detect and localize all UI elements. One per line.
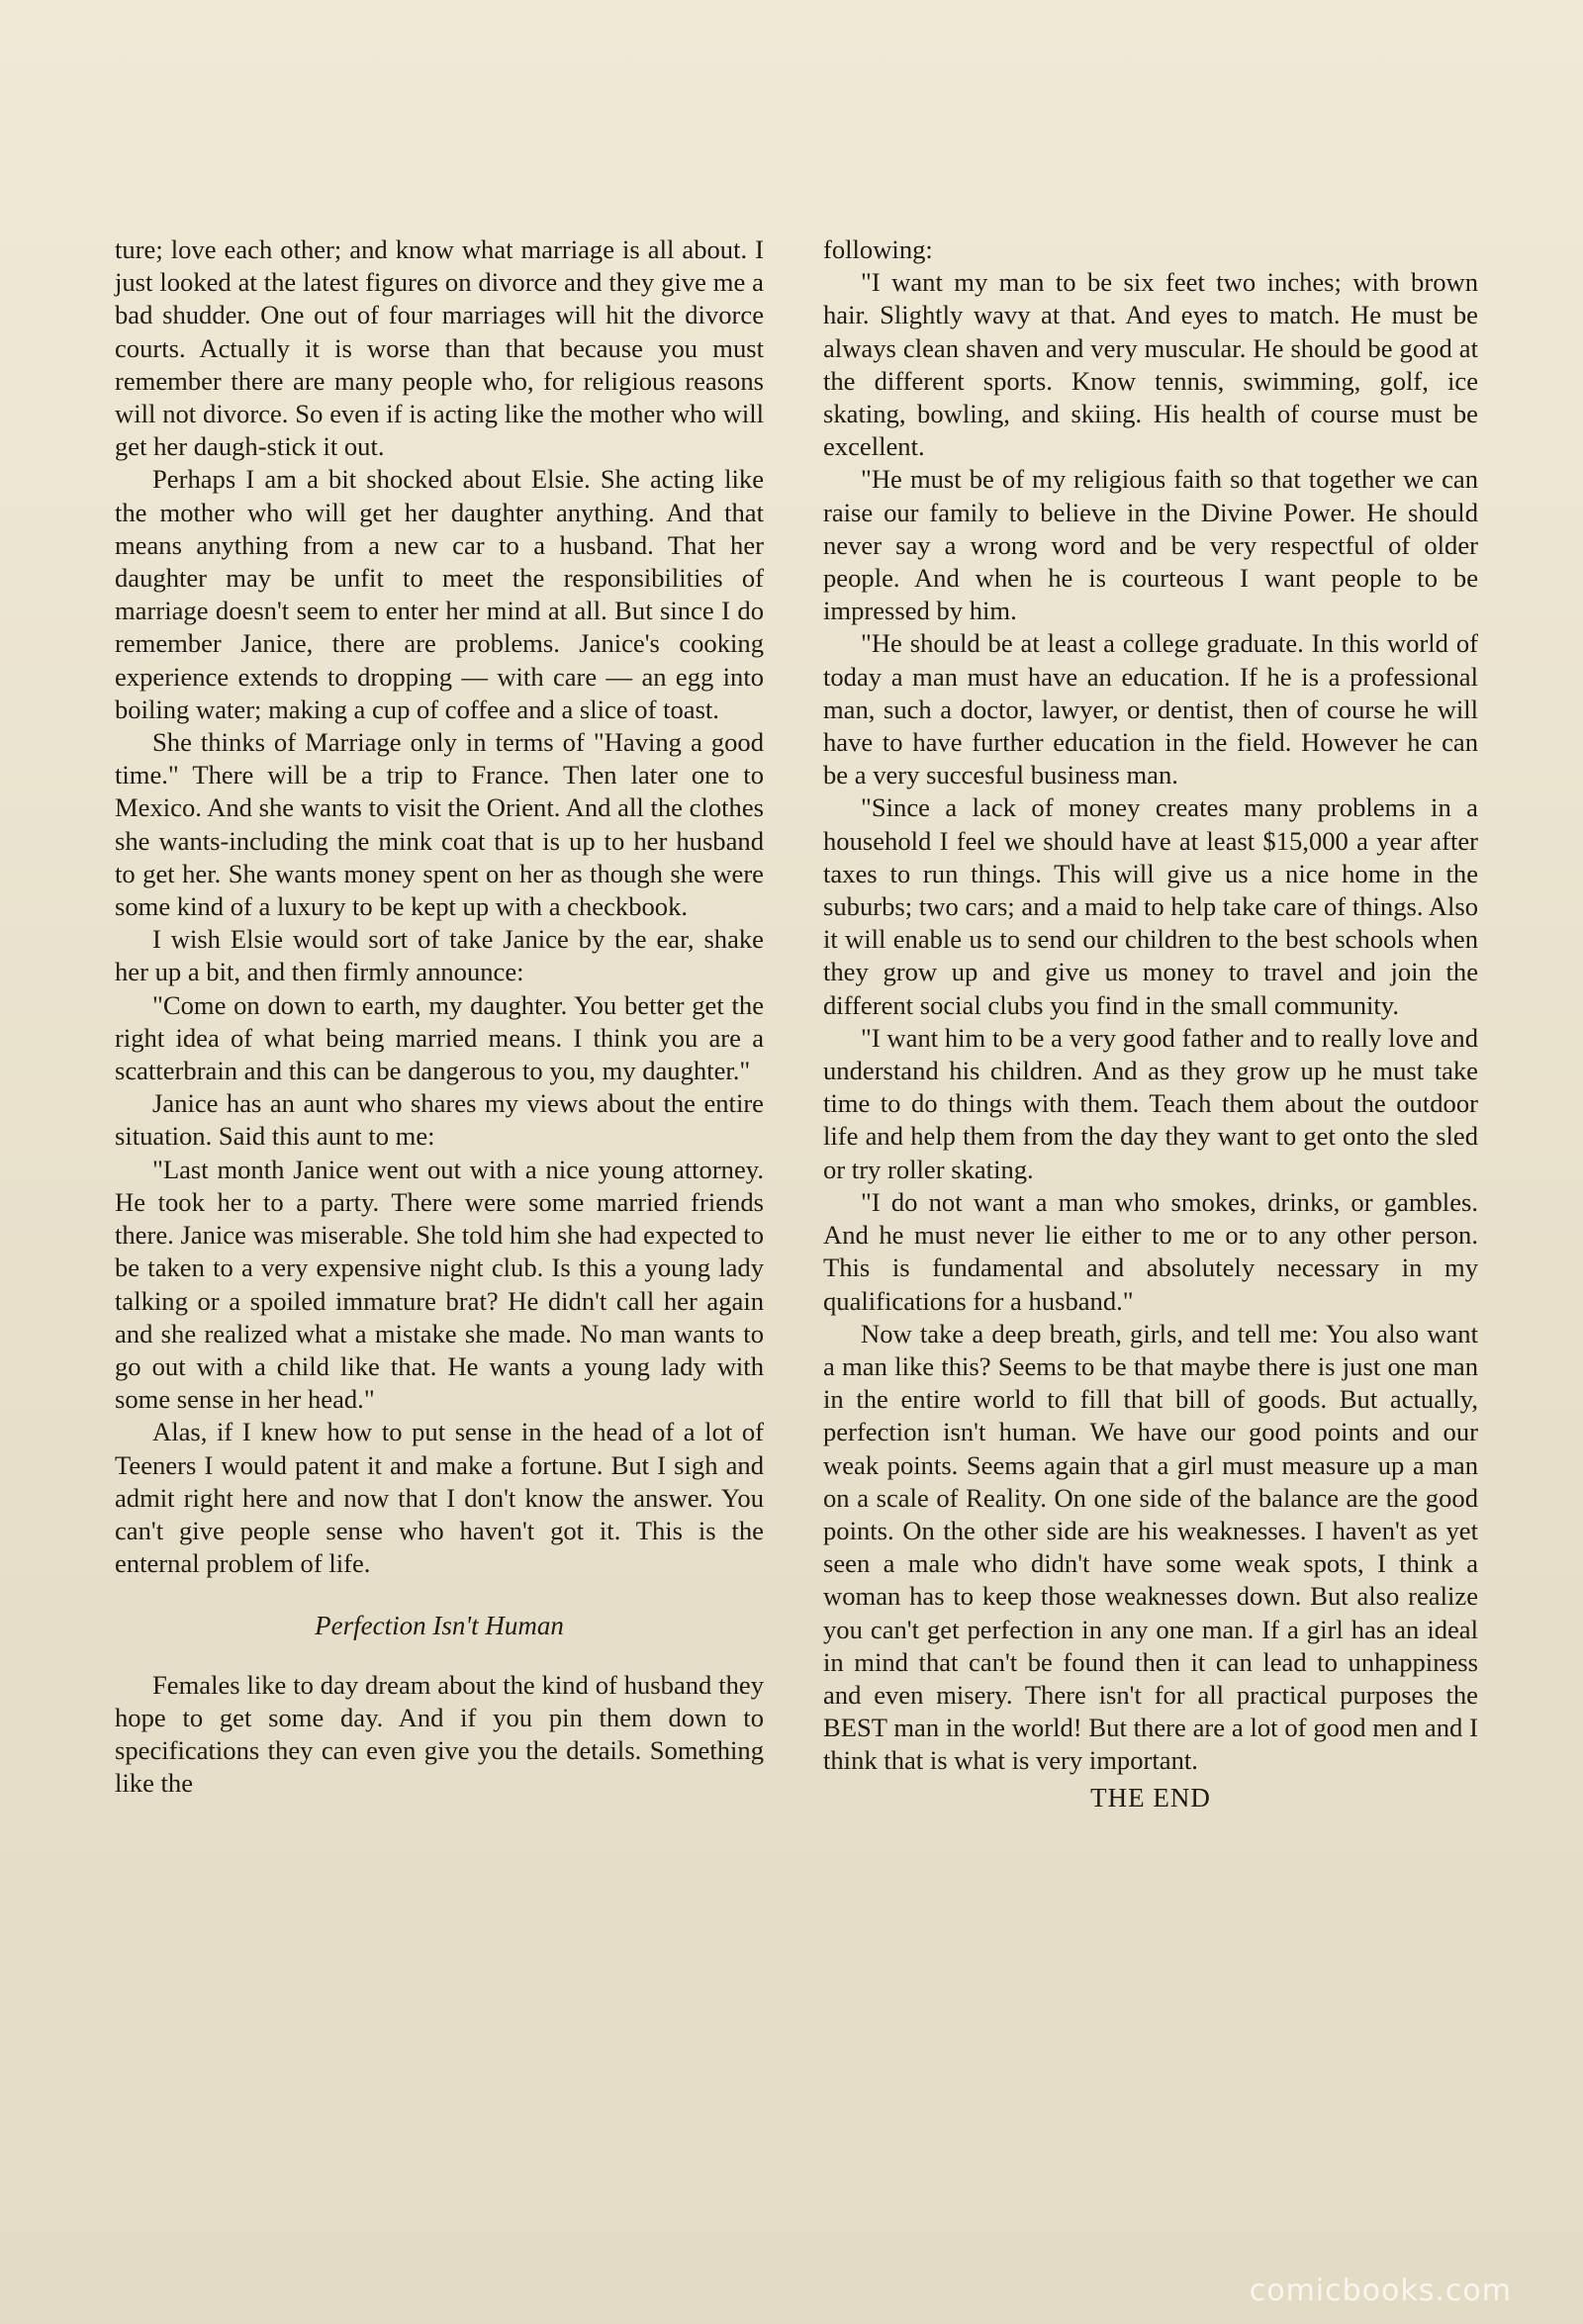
paragraph: "Since a lack of money creates many problems in a household I feel we should have at least $15,000 a year after taxes to run things. This will give us a nice home in the suburbs; two cars; and a maid to help take care of things. Also it will enable us to send our children to the best schools when they grow up and give us money to travel and join the different social clubs you find in the small community. [823, 792, 1478, 1020]
paragraph: "He should be at least a college graduate. In this world of today a man must have an education. If he is a professional man, such a doctor, lawyer, or dentist, then of course he will have to have further education in the field. However he can be a very succesful business man. [823, 628, 1478, 790]
paragraph: "Last month Janice went out with a nice young attorney. He took her to a party. There were some married friends there. Janice was miserable. She told him she had expected to be taken to a very expensive night club. Is this a young lady talking or a spoiled immature brat? He didn't call her again and she realized what a mistake she made. No man wants to go out with a child like that. He wants a young lady with some sense in her head." [115, 1154, 764, 1415]
paragraph: "I want him to be a very good father and to really love and understand his children. And as they grow up he must take time to do things with them. Teach them about the outdoor life and help them from the day they want to get onto the sled or try roller skating. [823, 1022, 1478, 1184]
paragraph: I wish Elsie would sort of take Janice by the ear, shake her up a bit, and then firmly announce: [115, 924, 764, 987]
paragraph: ture; love each other; and know what marriage is all about. I just looked at the latest figures on divorce and they give me a bad shudder. One out of four marriages will hit the divorce courts. Actually it is worse than that because you must remember there are many people who, for religious reasons will not divorce. So even if is acting like the mother who will get her daugh-stick it out. [115, 234, 764, 462]
paragraph: "Come on down to earth, my daughter. You better get the right idea of what being married means. I think you are a scatterbrain and this can be dangerous to you, my daughter." [115, 989, 764, 1086]
paragraph: Females like to day dream about the kind of husband they hope to get some day. And if you pin them down to specifications they can even give you the details. Something like the [115, 1669, 764, 1799]
paragraph: Janice has an aunt who shares my views about the entire situation. Said this aunt to me: [115, 1088, 764, 1152]
left-text-column [115, 233, 764, 1800]
paragraph: following: [823, 234, 933, 264]
paragraph: "I want my man to be six feet two inches; with brown hair. Slightly wavy at that. And eyes to match. He must be always clean shaven and very muscular. He should be good at the different sports. Know tennis, swimming, golf, ice skating, bowling, and skiing. His health of course must be excellent. [823, 267, 1478, 462]
section-heading: Perfection Isn't Human [315, 1611, 564, 1641]
the-end-label: THE END [1090, 1782, 1211, 1813]
paragraph: Perhaps I am a bit shocked about Elsie. She acting like the mother who will get her daughter anything. And that means anything from a new car to a husband. That her daughter may be unfit to meet the responsibilities of marriage doesn't seem to enter her mind at all. But since I do remember Janice, there are problems. Janice's cooking experience extends to dropping — with care — an egg into boiling water; making a cup of coffee and a slice of toast. [115, 464, 764, 724]
paragraph: Alas, if I knew how to put sense in the head of a lot of Teeners I would patent it and make a fortune. But I sigh and admit right here and now that I don't know the answer. You can't give people sense who haven't got it. This is the enternal problem of life. [115, 1417, 764, 1579]
paragraph: Now take a deep breath, girls, and tell me: You also want a man like this? Seems to be that maybe there is just one man in the entire world to fill that bill of goods. But actually, perfection isn't human. We have our good points and our weak points. Seems again that a girl must measure up a man on a scale of Reality. On one side of the balance are the good points. On the other side are his weaknesses. I haven't as yet seen a male who didn't have some weak spots, I think a woman has to keep those weaknesses down. But also realize you can't get perfection in any one man. If a girl has an ideal in mind that can't be found then it can lead to unhappiness and even misery. There isn't for all practical purposes the BEST man in the world! But there are a lot of good men and I think that is what is very important. [823, 1318, 1478, 1776]
paragraph: She thinks of Marriage only in terms of "Having a good time." There will be a trip to France. Then later one to Mexico. And she wants to visit the Orient. And all the clothes she wants-including the mink coat that is up to her husband to get her. She wants money spent on her as though she were some kind of a luxury to be kept up with a checkbook. [115, 727, 764, 922]
paragraph: "He must be of my religious faith so that together we can raise our family to believe in the Divine Power. He should never say a wrong word and be very respectful of older people. And when he is courteous I want people to be impressed by him. [823, 464, 1478, 626]
paragraph: "I do not want a man who smokes, drinks, or gambles. And he must never lie either to me or to any other person. This is fundamental and absolutely necessary in my qualifications for a husband." [823, 1186, 1478, 1316]
watermark-text: comicbooks.com [1249, 2274, 1512, 2308]
right-text-column [823, 233, 1478, 1814]
